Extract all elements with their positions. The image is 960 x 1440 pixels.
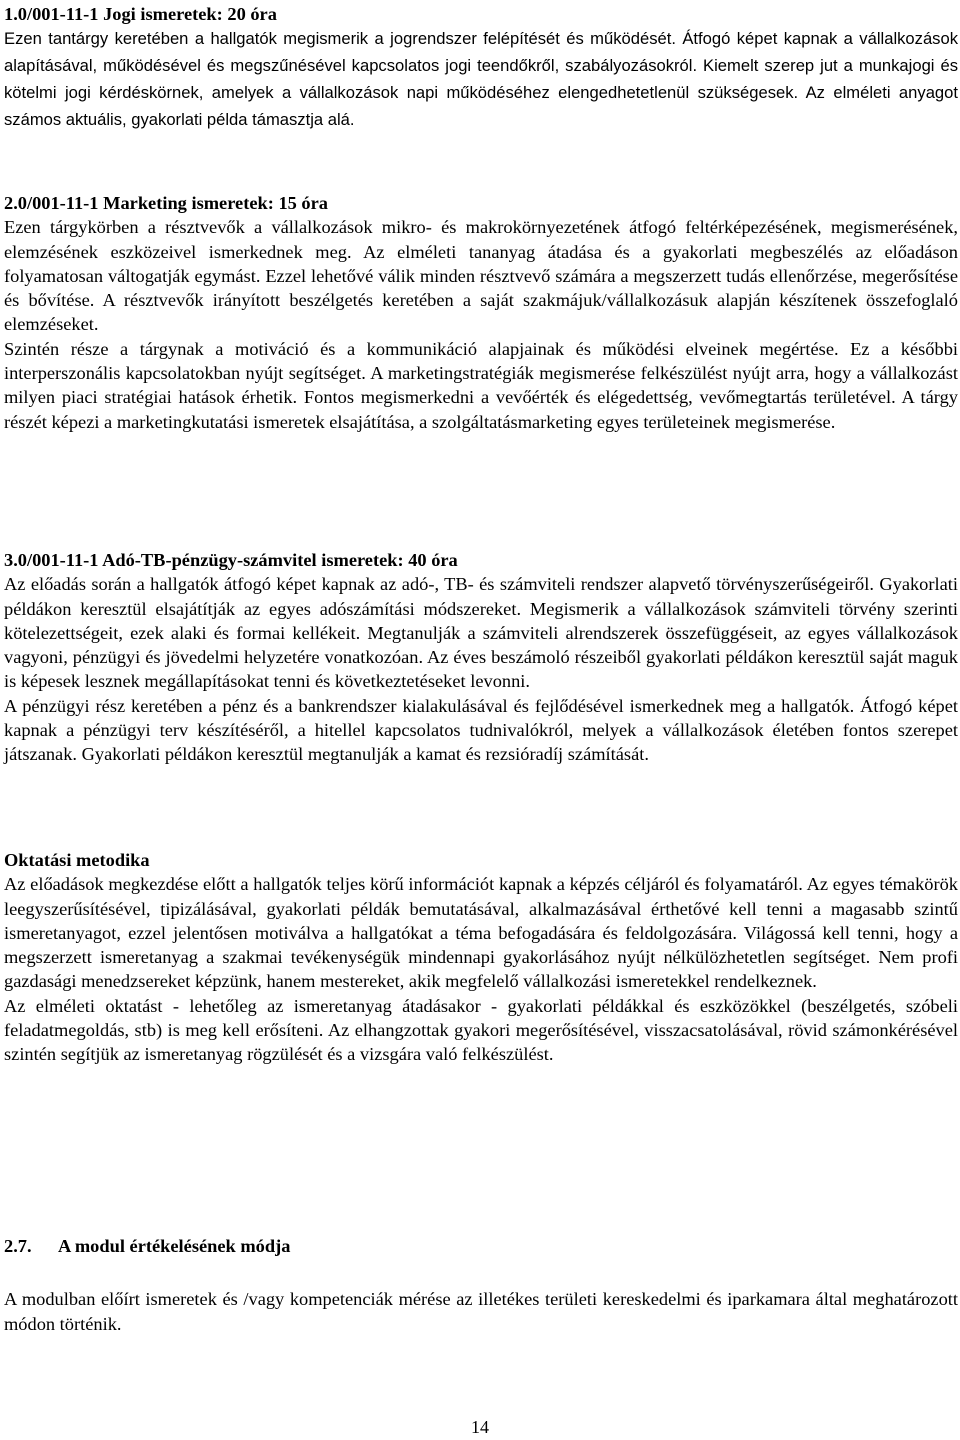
section-number: 2.7. bbox=[4, 1236, 32, 1256]
section-title: A modul értékelésének módja bbox=[58, 1236, 291, 1256]
section-ado-tb-penzugy bbox=[4, 548, 958, 767]
section-heading: Oktatási metodika bbox=[4, 850, 150, 870]
section-paragraph: Ezen tárgykörben a résztvevők a vállalkozások mikro- és makrokörnyezetének átfogó feltérképezésének, megismerésének, elemzésének eszközeivel ismerkednek meg. Az elméleti tananyag átadása és a gyakorlati megbeszélés az előadáson folyamatosan váltogatják egymást. Ezzel lehetővé válik minden résztvevő számára a megszerzett tudás ellenőrzése, megerősítése és bővítése. A résztvevők irányított beszélgetés keretében a saját szakmájuk/vállalkozásuk alapján készítenek összefoglaló elemzéseket. bbox=[4, 217, 958, 335]
section-heading: 2.0/001-11-1 Marketing ismeretek: 15 óra bbox=[4, 193, 328, 213]
section-heading bbox=[4, 1234, 958, 1258]
page-number: 14 bbox=[471, 1417, 489, 1437]
section-body: Ezen tantárgy keretében a hallgatók megismerik a jogrendszer felépítését és működését. Átfogó képet kapnak a vállalkozások alapításával, működésével és megszűnésével kapcsolatos jogi teendőkről, szabályozásokról. Kiemelt szerep jut a munkajogi és kötelmi jogi kérdéskörnek, amelyek a vállalkozások napi működéséhez elengedhetetlenül szükségesek. Az elméleti anyagot számos aktuális, gyakorlati példa támasztja alá. bbox=[4, 29, 958, 129]
section-paragraph: Az előadások megkezdése előtt a hallgatók teljes körű információt kapnak a képzés céljáról és folyamatáról. Az egyes témakörök leegyszerűsítésével, tipizálásával, gyakorlati példák bemutatásával, alkalmazásával érthetővé kell tenni a magasabb szintű ismeretanyagot, ezzel jelentősen motiválva a hallgatókat a téma befogadására és feldolgozására. Világossá kell tenni, hogy a megszerzett ismeretanyag a szakmai tevékenységük mindennapi gyakorlásához nyújt nélkülözhetetlen segítséget. Nem profi gazdasági menedzsereket képzünk, hanem mestereket, akik megfelelő vállalkozási ismeretekkel rendelkeznek. bbox=[4, 874, 958, 992]
section-paragraph: Az elméleti oktatást - lehetőleg az ismeretanyag átadásakor - gyakorlati példákkal és eszközökkel (beszélgetés, szóbeli feladatmegoldás, stb) is meg kell erősíteni. Az elhangzottak gyakori megerősítésével, visszacsatolásával, rövid számonkérésével szintén segítjük az ismeretanyag rögzülését és a vizsgára való felkészülést. bbox=[4, 995, 958, 1065]
section-modul-ertekeles bbox=[4, 1234, 958, 1336]
section-jogi-ismeretek bbox=[4, 2, 958, 134]
section-marketing-ismeretek bbox=[4, 191, 958, 434]
section-paragraph: Az előadás során a hallgatók átfogó képet kapnak az adó-, TB- és számviteli rendszer alapvető törvényszerűségeiről. Gyakorlati példákon keresztül elsajátítják az egyes adószámítási módszereket. Megismerik a vállalkozások számviteli törvény szerinti kötelezettségeit, ezek alaki és formai kellékeit. Megtanulják a számviteli alrendszerek összefüggéseit, az egyes vállalkozások vagyoni, pénzügyi és jövedelmi helyzetére vonatkozóan. Az éves beszámoló részeiből gyakorlati példákon keresztül saját maguk is képesek lesznek megállapításokat tenni és következtetéseket levonni. bbox=[4, 574, 958, 692]
section-oktatasi-metodika bbox=[4, 848, 958, 1067]
section-paragraph: A modulban előírt ismeretek és /vagy kompetenciák mérése az illetékes területi kereskedelmi és iparkamara által meghatározott módon történik. bbox=[4, 1289, 958, 1334]
section-heading: 1.0/001-11-1 Jogi ismeretek: 20 óra bbox=[4, 4, 277, 24]
section-heading: 3.0/001-11-1 Adó-TB-pénzügy-számvitel ismeretek: 40 óra bbox=[4, 550, 458, 570]
section-paragraph: Szintén része a tárgynak a motiváció és a kommunikáció alapjainak és működési elveinek megértése. Ez a későbbi interperszonális kapcsolatokban nyújt segítséget. A marketingstratégiák megismerése felkészülést nyújt arra, hogy a vállalkozást milyen piaci stratégiai hatások érhetik. Fontos megismerkedni a vevőérték és elégedettség, vevőmegtartás területével. A tárgy részét képezi a marketingkutatási ismeretek elsajátítása, a szolgáltatásmarketing egyes területeinek megismerése. bbox=[4, 338, 958, 432]
section-paragraph: A pénzügyi rész keretében a pénz és a bankrendszer kialakulásával és fejlődésével ismerkednek meg a hallgatók. Átfogó képet kapnak a pénzügyi terv készítéséről, a hitellel kapcsolatos tudnivalókról, melyek a vállalkozások életében fontos szerepet játszanak. Gyakorlati példákon keresztül megtanulják a kamat és rezsióradíj számítását. bbox=[4, 695, 958, 765]
